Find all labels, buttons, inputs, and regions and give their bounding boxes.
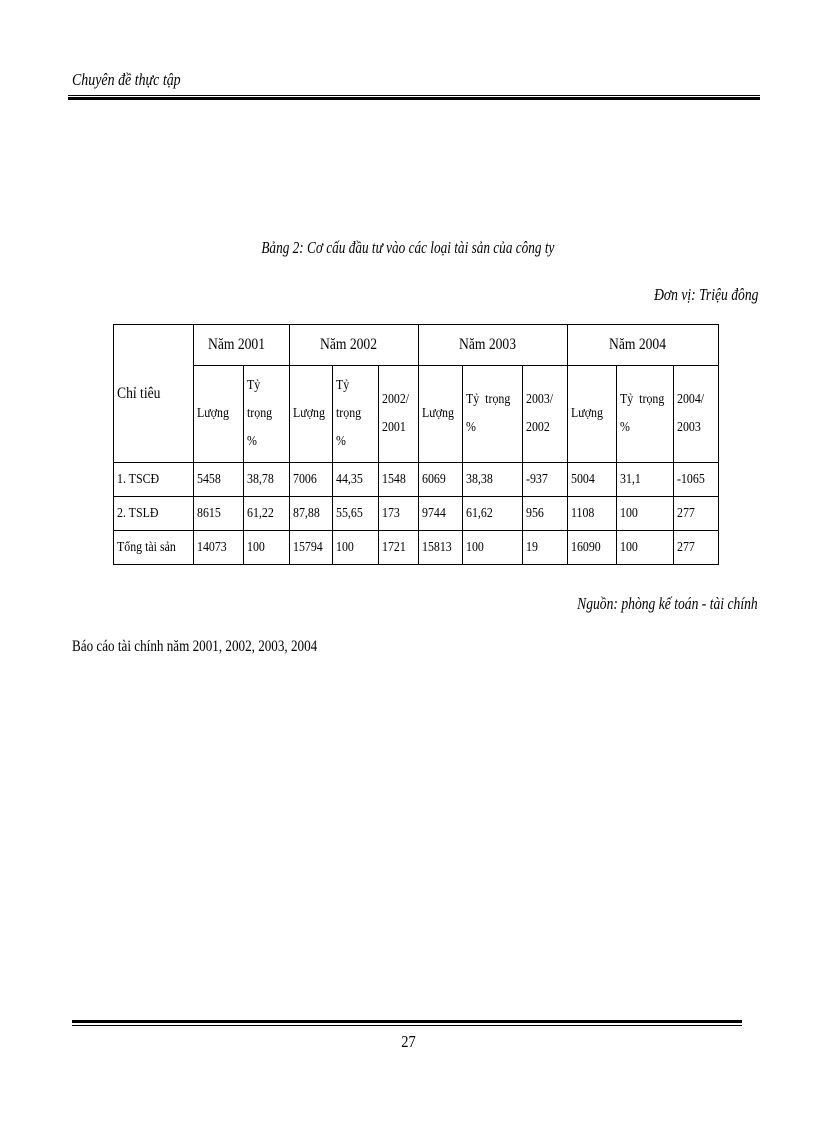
header-title: Chuyên đề thực tập — [72, 70, 181, 89]
table-row — [114, 497, 719, 531]
sub-header-ty-trong: Tỷ trọng % — [617, 366, 674, 463]
table-cell: 61,62 — [463, 497, 523, 531]
sub-header-luong: Lượng — [194, 366, 244, 463]
table-cell: 6069 — [419, 463, 463, 497]
table-cell: 277 — [674, 497, 719, 531]
table-cell: 15794 — [290, 531, 333, 565]
table-cell: 1721 — [379, 531, 419, 565]
table-cell: 100 — [617, 497, 674, 531]
table-cell: 9744 — [419, 497, 463, 531]
sub-header-luong: Lượng — [419, 366, 463, 463]
table-cell: 100 — [617, 531, 674, 565]
table-cell: 44,35 — [333, 463, 379, 497]
table-cell: 100 — [244, 531, 290, 565]
header-rule — [68, 95, 760, 100]
year-2002-header: Năm 2002 — [290, 325, 419, 366]
table-cell: 8615 — [194, 497, 244, 531]
sub-header-ty-trong: Tỷ trọng % — [244, 366, 290, 463]
footer-rule — [72, 1020, 742, 1026]
table-cell: 7006 — [290, 463, 333, 497]
table-cell: -1065 — [674, 463, 719, 497]
table-cell: 5458 — [194, 463, 244, 497]
table-cell: 55,65 — [333, 497, 379, 531]
sub-header-ratio-2004-2003: 2004/ 2003 — [674, 366, 719, 463]
year-2001-header: Năm 2001 — [194, 325, 290, 366]
body-note: Báo cáo tài chính năm 2001, 2002, 2003, 2004 — [72, 638, 318, 655]
table-row — [114, 531, 719, 565]
row-label: 2. TSLĐ — [114, 497, 194, 531]
table-cell: 1548 — [379, 463, 419, 497]
table-caption: Bảng 2: Cơ cấu đầu tư vào các loại tài sản của công ty — [261, 238, 555, 257]
sub-header-row — [114, 366, 719, 463]
table-cell: 61,22 — [244, 497, 290, 531]
table-cell: 100 — [463, 531, 523, 565]
table-cell: 173 — [379, 497, 419, 531]
page-number: 27 — [400, 1032, 416, 1051]
table-cell: 277 — [674, 531, 719, 565]
sub-header-ratio-2002-2001: 2002/ 2001 — [379, 366, 419, 463]
table-cell: -937 — [523, 463, 568, 497]
table-cell: 87,88 — [290, 497, 333, 531]
row-label: 1. TSCĐ — [114, 463, 194, 497]
sub-header-ty-trong: Tỷ trọng % — [463, 366, 523, 463]
table-cell: 38,38 — [463, 463, 523, 497]
sub-header-ty-trong: Tỷ trọng % — [333, 366, 379, 463]
year-header-row — [114, 325, 719, 366]
row-header-cell: Chỉ tiêu — [114, 325, 194, 463]
table-cell: 956 — [523, 497, 568, 531]
table-cell: 1108 — [568, 497, 617, 531]
source-note: Nguồn: phòng kế toán - tài chính — [577, 594, 758, 613]
row-label: Tổng tài sản — [114, 531, 194, 565]
table-cell: 5004 — [568, 463, 617, 497]
sub-header-luong: Lượng — [568, 366, 617, 463]
sub-header-luong: Lượng — [290, 366, 333, 463]
table-cell: 19 — [523, 531, 568, 565]
table-cell: 100 — [333, 531, 379, 565]
table-cell: 14073 — [194, 531, 244, 565]
year-2003-header: Năm 2003 — [419, 325, 568, 366]
table-cell: 15813 — [419, 531, 463, 565]
table-cell: 31,1 — [617, 463, 674, 497]
table-cell: 16090 — [568, 531, 617, 565]
asset-structure-table — [113, 324, 719, 565]
table-row — [114, 463, 719, 497]
table-cell: 38,78 — [244, 463, 290, 497]
sub-header-ratio-2003-2002: 2003/ 2002 — [523, 366, 568, 463]
unit-label: Đơn vị: Triệu đông — [653, 285, 758, 304]
year-2004-header: Năm 2004 — [568, 325, 719, 366]
